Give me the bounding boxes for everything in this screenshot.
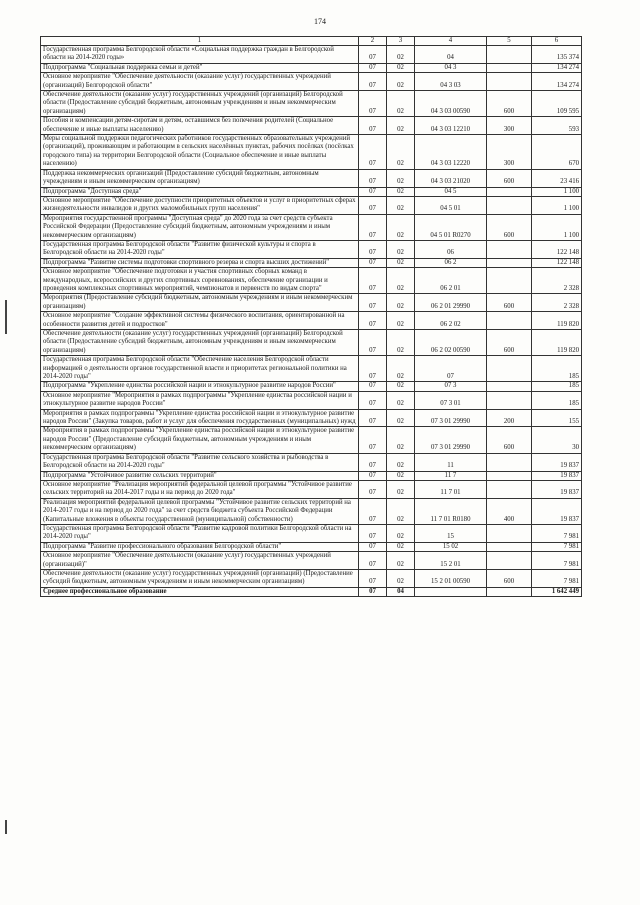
- podrazdel-cell: 02: [387, 542, 415, 551]
- expense-type-cell: [487, 356, 532, 382]
- table-row: [41, 258, 582, 267]
- table-row: [41, 187, 582, 196]
- target-article-cell: 06 2 02: [415, 312, 487, 330]
- target-article-cell: 04: [415, 46, 487, 64]
- column-header: 3: [387, 37, 415, 46]
- amount-cell: 23 416: [532, 169, 582, 187]
- podrazdel-cell: 02: [387, 169, 415, 187]
- podrazdel-cell: 02: [387, 356, 415, 382]
- target-article-cell: 07 3 01: [415, 391, 487, 409]
- podrazdel-cell: 02: [387, 91, 415, 117]
- podrazdel-cell: 02: [387, 312, 415, 330]
- razdel-cell: 07: [359, 552, 387, 570]
- razdel-cell: 07: [359, 391, 387, 409]
- table-row: [41, 117, 582, 135]
- item-name-cell: Среднее профессиональное образование: [41, 587, 359, 596]
- item-name-cell: Основное мероприятие "Обеспечение подготовки и участия спортивных сборных команд в международных, всероссийских и других спортивных соревнованиях, обеспечение организации и проведения комплексных спортивных мероприятий, чемпионатов и первенств по видам спорта": [41, 268, 359, 294]
- expense-type-cell: [487, 268, 532, 294]
- table-body: [41, 46, 582, 597]
- razdel-cell: 07: [359, 135, 387, 170]
- podrazdel-cell: 02: [387, 63, 415, 72]
- podrazdel-cell: 02: [387, 240, 415, 258]
- target-article-cell: 15: [415, 524, 487, 542]
- amount-cell: 1 642 449: [532, 587, 582, 596]
- item-name-cell: Основное мероприятие "Реализация мероприятий федеральной целевой программы "Устойчивое развитие сельских территорий на 2014-2017 годы и на период до 2020 года": [41, 480, 359, 498]
- item-name-cell: Основное мероприятие "Обеспечение деятельности (оказание услуг) государственных учреждений (организаций)": [41, 552, 359, 570]
- item-name-cell: Основное мероприятие "Мероприятия в рамках подпрограммы "Укрепление единства российской нации и этнокультурное развитие народов России": [41, 391, 359, 409]
- razdel-cell: 07: [359, 91, 387, 117]
- target-article-cell: 04 3 03 12220: [415, 135, 487, 170]
- expense-type-cell: [487, 542, 532, 551]
- podrazdel-cell: 02: [387, 552, 415, 570]
- target-article-cell: 11: [415, 453, 487, 471]
- item-name-cell: Государственная программа Белгородской области "Развитие сельского хозяйства и рыбоводства в Белгородской области на 2014-2020 годы": [41, 453, 359, 471]
- razdel-cell: 07: [359, 187, 387, 196]
- podrazdel-cell: 02: [387, 294, 415, 312]
- expense-type-cell: [487, 552, 532, 570]
- target-article-cell: 15 2 01: [415, 552, 487, 570]
- target-article-cell: [415, 587, 487, 596]
- amount-cell: 19 837: [532, 498, 582, 524]
- item-name-cell: Государственная программа Белгородской области «Социальная поддержка граждан в Белгородской области на 2014-2020 годы»: [41, 46, 359, 64]
- podrazdel-cell: 02: [387, 330, 415, 356]
- expense-type-cell: 600: [487, 330, 532, 356]
- item-name-cell: Подпрограмма "Социальная поддержка семьи и детей": [41, 63, 359, 72]
- binding-mark: [5, 820, 7, 834]
- table-row: [41, 294, 582, 312]
- expense-type-cell: [487, 391, 532, 409]
- amount-cell: 119 820: [532, 312, 582, 330]
- item-name-cell: Подпрограмма "Устойчивое развитие сельских территорий": [41, 471, 359, 480]
- expense-type-cell: 600: [487, 427, 532, 453]
- razdel-cell: 07: [359, 258, 387, 267]
- expense-type-cell: [487, 46, 532, 64]
- item-name-cell: Подпрограмма "Развитие системы подготовки спортивного резерва и спорта высших достижений": [41, 258, 359, 267]
- table-row: [41, 63, 582, 72]
- razdel-cell: 07: [359, 330, 387, 356]
- item-name-cell: Мероприятия в рамках подпрограммы "Укрепление единства российской нации и этнокультурное развитие народов России" (Предоставление субсидий бюджетным, автономным учреждениям и иным некоммерческим организациям): [41, 427, 359, 453]
- column-header: 1: [41, 37, 359, 46]
- expense-type-cell: [487, 240, 532, 258]
- razdel-cell: 07: [359, 294, 387, 312]
- razdel-cell: 07: [359, 524, 387, 542]
- razdel-cell: 07: [359, 587, 387, 596]
- target-article-cell: 07 3 01 29990: [415, 409, 487, 427]
- item-name-cell: Меры социальной поддержки педагогических работников государственных образовательных учреждений (организаций), проживающим и работающим в сельских населённых пунктах, рабочих посёлках (посёлках городского типа) на территории Белгородской области (Социальное обеспечение и иные выплаты населению): [41, 135, 359, 170]
- razdel-cell: 07: [359, 453, 387, 471]
- podrazdel-cell: 02: [387, 135, 415, 170]
- expense-type-cell: 600: [487, 214, 532, 240]
- target-article-cell: 06: [415, 240, 487, 258]
- target-article-cell: 11 7 01: [415, 480, 487, 498]
- podrazdel-cell: 02: [387, 498, 415, 524]
- table-row: [41, 73, 582, 91]
- amount-cell: 670: [532, 135, 582, 170]
- item-name-cell: Государственная программа Белгородской области "Развитие кадровой политики Белгородской области на 2014-2020 годы": [41, 524, 359, 542]
- amount-cell: 1 100: [532, 196, 582, 214]
- amount-cell: 19 837: [532, 480, 582, 498]
- amount-cell: 119 820: [532, 330, 582, 356]
- razdel-cell: 07: [359, 214, 387, 240]
- amount-cell: 7 981: [532, 569, 582, 587]
- target-article-cell: 04 3 03: [415, 73, 487, 91]
- razdel-cell: 07: [359, 471, 387, 480]
- item-name-cell: Поддержка некоммерческих организаций (Предоставление субсидий бюджетным, автономным учреждениям и иным некоммерческим организациям): [41, 169, 359, 187]
- expense-type-cell: 600: [487, 169, 532, 187]
- table-row: [41, 268, 582, 294]
- razdel-cell: 07: [359, 382, 387, 391]
- podrazdel-cell: 02: [387, 471, 415, 480]
- expense-type-cell: [487, 587, 532, 596]
- item-name-cell: Обеспечение деятельности (оказание услуг) государственных учреждений (организаций) (Предоставление субсидий бюджетным, автономным учреждениям и иным некоммерческим организациям): [41, 569, 359, 587]
- target-article-cell: 07: [415, 356, 487, 382]
- item-name-cell: Основное мероприятие "Обеспечение доступности приоритетных объектов и услуг в приоритетных сферах жизнедеятельности инвалидов и других маломобильных групп населения": [41, 196, 359, 214]
- amount-cell: 7 981: [532, 542, 582, 551]
- amount-cell: 2 328: [532, 268, 582, 294]
- item-name-cell: Подпрограмма "Развитие профессионального образования Белгородской области": [41, 542, 359, 551]
- table-row: [41, 552, 582, 570]
- podrazdel-cell: 02: [387, 268, 415, 294]
- target-article-cell: 04 5 01: [415, 196, 487, 214]
- item-name-cell: Обеспечение деятельности (оказание услуг) государственных учреждений (организаций) Белгородской области (Предоставление субсидий бюджетным, автономным учреждениям и иным некоммерческим организациям): [41, 91, 359, 117]
- expense-type-cell: [487, 312, 532, 330]
- podrazdel-cell: 02: [387, 480, 415, 498]
- expense-type-cell: 300: [487, 117, 532, 135]
- expense-type-cell: [487, 471, 532, 480]
- item-name-cell: Государственная программа Белгородской области "Развитие физической культуры и спорта в Белгородской области на 2014-2020 годы": [41, 240, 359, 258]
- amount-cell: 1 100: [532, 187, 582, 196]
- razdel-cell: 07: [359, 480, 387, 498]
- razdel-cell: 07: [359, 542, 387, 551]
- expense-type-cell: [487, 196, 532, 214]
- item-name-cell: Подпрограмма "Доступная среда": [41, 187, 359, 196]
- binding-mark: [5, 300, 7, 334]
- amount-cell: 7 981: [532, 552, 582, 570]
- target-article-cell: 07 3 01 29990: [415, 427, 487, 453]
- podrazdel-cell: 02: [387, 187, 415, 196]
- expense-type-cell: 400: [487, 498, 532, 524]
- expense-type-cell: 600: [487, 294, 532, 312]
- amount-cell: 593: [532, 117, 582, 135]
- razdel-cell: 07: [359, 63, 387, 72]
- amount-cell: 134 274: [532, 63, 582, 72]
- expense-type-cell: 200: [487, 409, 532, 427]
- table-row: [41, 312, 582, 330]
- podrazdel-cell: 02: [387, 196, 415, 214]
- expense-type-cell: [487, 480, 532, 498]
- razdel-cell: 07: [359, 73, 387, 91]
- podrazdel-cell: 02: [387, 524, 415, 542]
- table-row: [41, 453, 582, 471]
- podrazdel-cell: 02: [387, 409, 415, 427]
- item-name-cell: Государственная программа Белгородской области "Обеспечение населения Белгородской области информацией о деятельности органов государственной власти и приоритетах региональной политики на 2014-2020 годы": [41, 356, 359, 382]
- amount-cell: 1 100: [532, 214, 582, 240]
- amount-cell: 122 148: [532, 240, 582, 258]
- item-name-cell: Мероприятия государственной программы "Доступная среда" до 2020 года за счет средств субъекта Российской Федерации (Предоставление субсидий бюджетным, автономным учреждениям и иным некоммерческим организациям): [41, 214, 359, 240]
- target-article-cell: 15 2 01 00590: [415, 569, 487, 587]
- item-name-cell: Реализация мероприятий федеральной целевой программы "Устойчивое развитие сельских территорий на 2014-2017 годы и на период до 2020 года" за счет средств бюджета субъекта Российской Федерации (Капитальные вложения в объекты государственной (муниципальной) собственности): [41, 498, 359, 524]
- amount-cell: 30: [532, 427, 582, 453]
- podrazdel-cell: 02: [387, 46, 415, 64]
- target-article-cell: 04 3: [415, 63, 487, 72]
- razdel-cell: 07: [359, 268, 387, 294]
- amount-cell: 135 374: [532, 46, 582, 64]
- table-row: [41, 330, 582, 356]
- table-row: [41, 46, 582, 64]
- expense-type-cell: [487, 73, 532, 91]
- expense-type-cell: [487, 453, 532, 471]
- target-article-cell: 04 5: [415, 187, 487, 196]
- razdel-cell: 07: [359, 46, 387, 64]
- table-row: [41, 356, 582, 382]
- amount-cell: 185: [532, 391, 582, 409]
- column-header: 4: [415, 37, 487, 46]
- target-article-cell: 06 2 01: [415, 268, 487, 294]
- column-header: 6: [532, 37, 582, 46]
- podrazdel-cell: 02: [387, 453, 415, 471]
- razdel-cell: 07: [359, 409, 387, 427]
- amount-cell: 134 274: [532, 73, 582, 91]
- table-row: [41, 587, 582, 596]
- amount-cell: 155: [532, 409, 582, 427]
- budget-table: [40, 36, 582, 597]
- razdel-cell: 07: [359, 312, 387, 330]
- item-name-cell: Мероприятия (Предоставление субсидий бюджетным, автономным учреждениям и иным некоммерческим организациям): [41, 294, 359, 312]
- item-name-cell: Основное мероприятие "Создание эффективной системы физического воспитания, ориентированной на особенности развития детей и подростков": [41, 312, 359, 330]
- razdel-cell: 07: [359, 117, 387, 135]
- amount-cell: 122 148: [532, 258, 582, 267]
- table-row: [41, 498, 582, 524]
- table-row: [41, 382, 582, 391]
- column-header: 2: [359, 37, 387, 46]
- podrazdel-cell: 02: [387, 382, 415, 391]
- amount-cell: 185: [532, 356, 582, 382]
- target-article-cell: 11 7 01 R0180: [415, 498, 487, 524]
- amount-cell: 185: [532, 382, 582, 391]
- podrazdel-cell: 02: [387, 117, 415, 135]
- razdel-cell: 07: [359, 569, 387, 587]
- item-name-cell: Подпрограмма "Укрепление единства российской нации и этнокультурное развитие народов России": [41, 382, 359, 391]
- page-number: 174: [314, 17, 326, 26]
- item-name-cell: Мероприятия в рамках подпрограммы "Укрепление единства российской нации и этнокультурное развитие народов России" (Закупка товаров, работ и услуг для обеспечения государственных (муниципальных) нужд: [41, 409, 359, 427]
- table-row: [41, 409, 582, 427]
- expense-type-cell: 600: [487, 91, 532, 117]
- amount-cell: 7 981: [532, 524, 582, 542]
- item-name-cell: Обеспечение деятельности (оказание услуг) государственных учреждений (организаций) Белгородской области (Предоставление субсидий бюджетным, автономным учреждениям и иным некоммерческим организациям): [41, 330, 359, 356]
- item-name-cell: Пособия и компенсации детям-сиротам и детям, оставшимся без попечения родителей (Социальное обеспечение и иные выплаты населению): [41, 117, 359, 135]
- podrazdel-cell: 02: [387, 258, 415, 267]
- table-row: [41, 569, 582, 587]
- razdel-cell: 07: [359, 427, 387, 453]
- table-row: [41, 542, 582, 551]
- table-row: [41, 480, 582, 498]
- podrazdel-cell: 02: [387, 391, 415, 409]
- razdel-cell: 07: [359, 196, 387, 214]
- table-row: [41, 471, 582, 480]
- table-row: [41, 91, 582, 117]
- table-row: [41, 240, 582, 258]
- expense-type-cell: 600: [487, 569, 532, 587]
- item-name-cell: Основное мероприятие "Обеспечение деятельности (оказание услуг) государственных учреждений (организаций) Белгородской области": [41, 73, 359, 91]
- table-row: [41, 214, 582, 240]
- amount-cell: 2 328: [532, 294, 582, 312]
- target-article-cell: 11 7: [415, 471, 487, 480]
- expense-type-cell: [487, 382, 532, 391]
- expense-type-cell: 300: [487, 135, 532, 170]
- table-row: [41, 196, 582, 214]
- expense-type-cell: [487, 258, 532, 267]
- razdel-cell: 07: [359, 240, 387, 258]
- podrazdel-cell: 02: [387, 427, 415, 453]
- header-row: [41, 37, 582, 46]
- podrazdel-cell: 02: [387, 214, 415, 240]
- target-article-cell: 15 02: [415, 542, 487, 551]
- target-article-cell: 06 2: [415, 258, 487, 267]
- podrazdel-cell: 04: [387, 587, 415, 596]
- razdel-cell: 07: [359, 356, 387, 382]
- table-row: [41, 524, 582, 542]
- target-article-cell: 04 3 03 21020: [415, 169, 487, 187]
- amount-cell: 19 837: [532, 453, 582, 471]
- target-article-cell: 06 2 01 29990: [415, 294, 487, 312]
- target-article-cell: 04 3 03 00590: [415, 91, 487, 117]
- expense-type-cell: [487, 524, 532, 542]
- target-article-cell: 07 3: [415, 382, 487, 391]
- target-article-cell: 06 2 02 00590: [415, 330, 487, 356]
- target-article-cell: 04 5 01 R0270: [415, 214, 487, 240]
- target-article-cell: 04 3 03 12210: [415, 117, 487, 135]
- expense-type-cell: [487, 187, 532, 196]
- razdel-cell: 07: [359, 498, 387, 524]
- expense-type-cell: [487, 63, 532, 72]
- table-row: [41, 169, 582, 187]
- column-header: 5: [487, 37, 532, 46]
- table-row: [41, 391, 582, 409]
- table-row: [41, 135, 582, 170]
- podrazdel-cell: 02: [387, 73, 415, 91]
- table-row: [41, 427, 582, 453]
- amount-cell: 109 595: [532, 91, 582, 117]
- razdel-cell: 07: [359, 169, 387, 187]
- podrazdel-cell: 02: [387, 569, 415, 587]
- amount-cell: 19 837: [532, 471, 582, 480]
